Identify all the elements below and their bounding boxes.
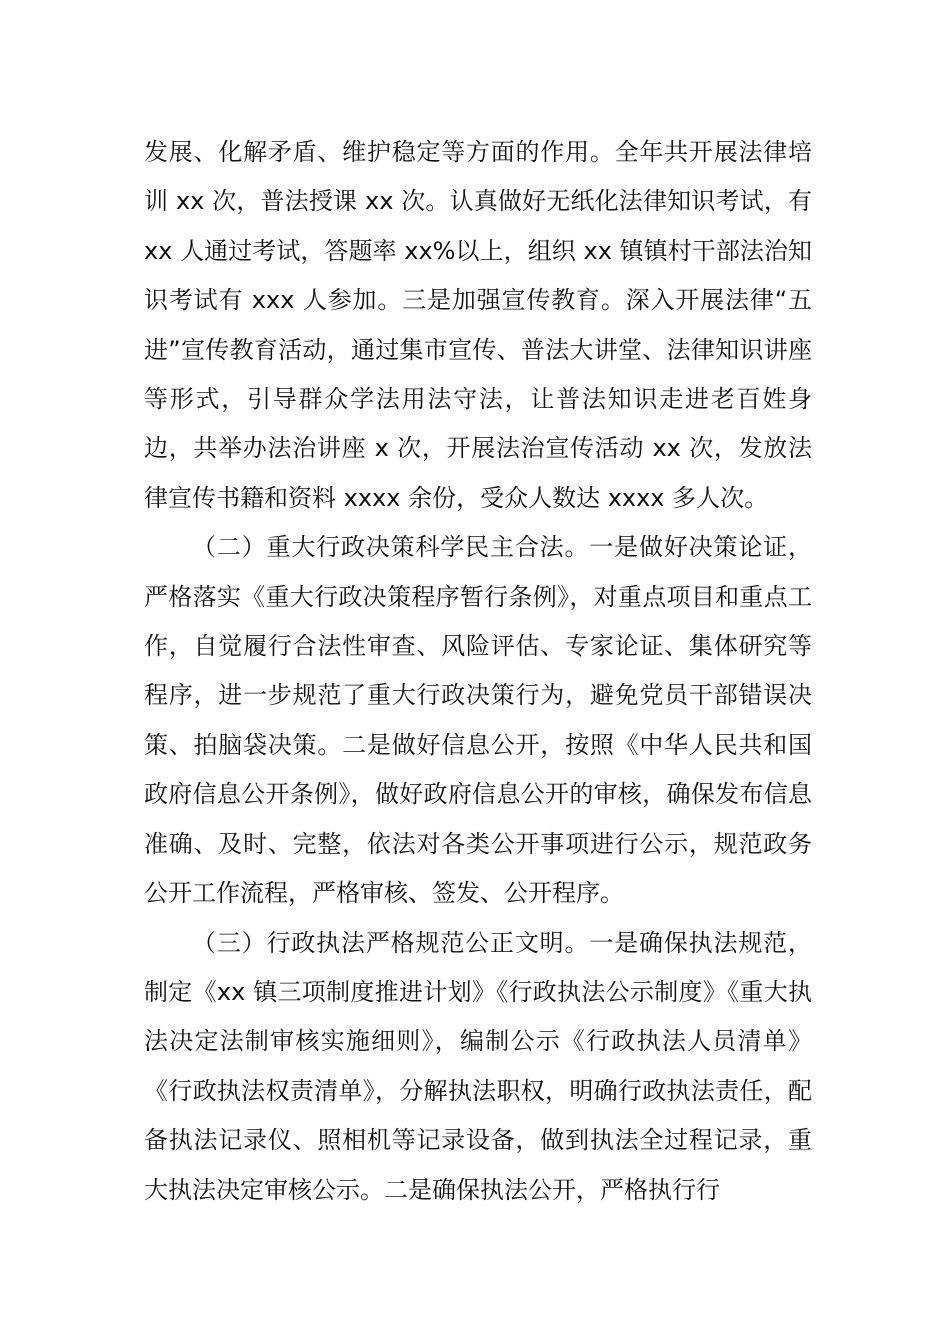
paragraph-1: 发展、化解矛盾、维护稳定等方面的作用。全年共开展法律培训 xx 次，普法授课 xx 次。认真做好无纸化法律知识考试，有 xx 人通过考试，答题率 xx%以上，组织 xx 镇镇村干部法治知识考试有 xxx 人参加。三是加强宣传教育。深入开展法律“五进”宣传教育活动，通过集市宣传、普法大讲堂、法律知识讲座等形式，引导群众学法用法守法，让普法知识走进老百姓身边，共举办法治讲座 x 次，开展法治宣传活动 xx 次，发放法律宣传书籍和资料 xxxx 余份，受众人数达 xxxx 多人次。: [144, 138, 812, 512]
paragraph-3: （三）行政执法严格规范公正文明。一是确保执法规范，制定《xx 镇三项制度推进计划》《行政执法公示制度》《重大执法决定法制审核实施细则》，编制公示《行政执法人员清单》《行政执法权责清单》，分解执法职权，明确行政执法责任，配备执法记录仪、照相机等记录设备，做到执法全过程记录，重大执法决定审核公示。二是确保执法公开，严格执行行: [144, 928, 812, 1204]
paragraph-2: （二）重大行政决策科学民主合法。一是做好决策论证，严格落实《重大行政决策程序暂行条例》，对重点项目和重点工作，自觉履行合法性审查、风险评估、专家论证、集体研究等程序，进一步规范了重大行政决策行为，避免党员干部错误决策、拍脑袋决策。二是做好信息公开，按照《中华人民共和国政府信息公开条例》，做好政府信息公开的审核，确保发布信息准确、及时、完整，依法对各类公开事项进行公示，规范政务公开工作流程，严格审核、签发、公开程序。: [144, 533, 812, 908]
document-body: [144, 128, 812, 1215]
